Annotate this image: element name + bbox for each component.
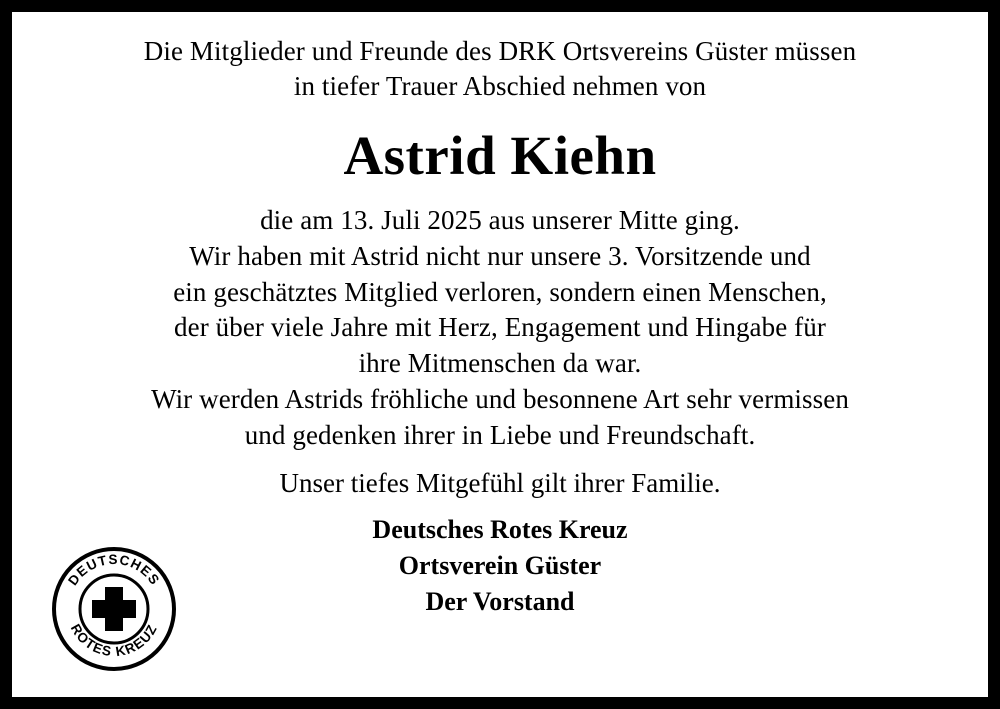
body-line-7: und gedenken ihrer in Liebe und Freundschaft.: [244, 420, 756, 451]
drk-logo-top-text: DEUTSCHES: [65, 551, 163, 589]
body-text: [40, 203, 960, 454]
body-line-3: ein geschätztes Mitglied verloren, sondern einen Menschen,: [173, 276, 827, 307]
signature-line-1: Deutsches Rotes Kreuz: [372, 514, 628, 544]
drk-logo: [52, 547, 176, 671]
body-line-1: die am 13. Juli 2025 aus unserer Mitte ging.: [260, 204, 740, 235]
signature-line-3: Der Vorstand: [425, 586, 575, 616]
signature-block: [40, 512, 960, 620]
drk-logo-bottom-text: ROTES KREUZ: [67, 621, 161, 660]
signature-line-2: Ortsverein Güster: [398, 550, 602, 580]
body-line-5: ihre Mitmenschen da war.: [358, 348, 642, 379]
condolence-text: Unser tiefes Mitgefühl gilt ihrer Familie.: [279, 468, 721, 499]
obituary-inner-frame: [10, 10, 990, 699]
body-line-4: der über viele Jahre mit Herz, Engagement und Hingabe für: [174, 312, 826, 343]
intro-text: [40, 34, 960, 104]
body-line-6: Wir werden Astrids fröhliche und besonnene Art sehr vermissen: [151, 384, 849, 415]
intro-line-1: Die Mitglieder und Freunde des DRK Ortsvereins Güster müssen: [143, 36, 857, 66]
body-line-2: Wir haben mit Astrid nicht nur unsere 3. Vorsitzende und: [189, 240, 811, 271]
intro-line-2: in tiefer Trauer Abschied nehmen von: [293, 71, 707, 102]
deceased-name: Astrid Kiehn: [343, 125, 657, 187]
